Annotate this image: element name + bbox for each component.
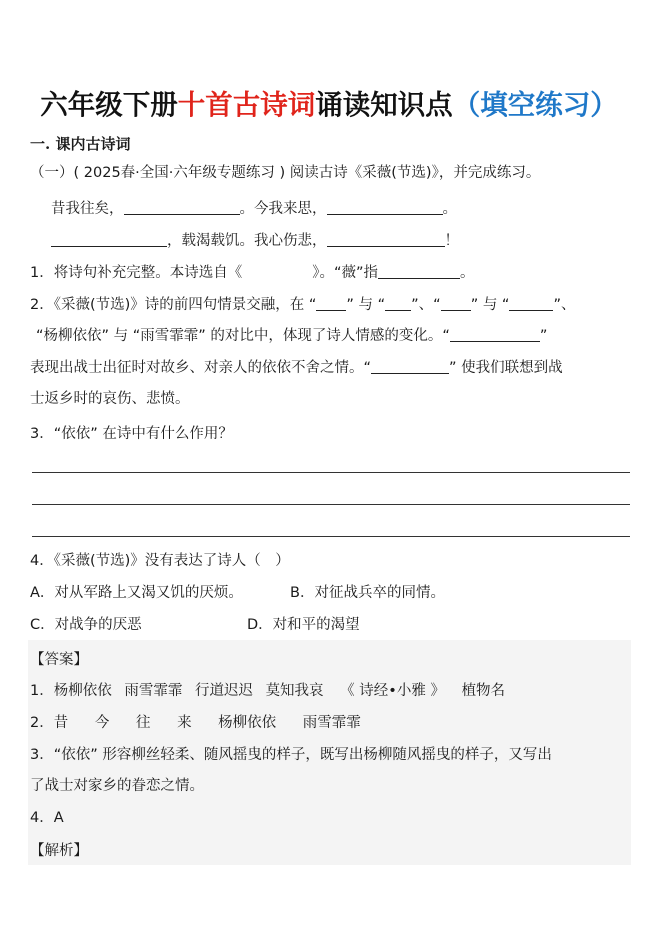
- fill-blank[interactable]: [51, 231, 167, 247]
- poem-line-1: [51, 199, 457, 219]
- question-text: ”、: [553, 297, 576, 313]
- title-paren-open: （: [452, 89, 481, 121]
- question-1: [30, 263, 475, 283]
- answer-item: 行道迟迟: [194, 683, 253, 699]
- question-2-line-3: [30, 358, 563, 378]
- answer-item: 植物名: [461, 683, 506, 699]
- question-text: ”、“: [411, 297, 441, 313]
- poem-text: 。: [442, 201, 457, 217]
- question-text: “杨柳依依” 与 “雨雪霏霏” 的对比中，体现了诗人情感的变化。“: [36, 328, 450, 344]
- answer-item: 雨雪霏霏: [302, 715, 361, 731]
- question-text: 》。“薇”指: [312, 265, 379, 281]
- answer-item: 来: [177, 715, 192, 731]
- question-text: ” 与 “: [470, 297, 510, 313]
- answer-heading: 【答案】: [30, 652, 88, 668]
- fill-blank[interactable]: [327, 231, 445, 247]
- title-part-grade: 六年级下册: [40, 89, 178, 121]
- poem-line-2: [51, 231, 459, 251]
- title-part-fill-blank: 填空练习: [480, 89, 591, 121]
- question-text: 表现出战士出征时对故乡、对亲人的依依不舍之情。“: [30, 360, 372, 376]
- question-text: ”: [539, 328, 548, 344]
- title-part-knowledge: 诵读知识点: [315, 89, 453, 121]
- fill-blank[interactable]: [509, 295, 553, 311]
- answer-item: 莫知我哀: [265, 683, 324, 699]
- question-text: 1．将诗句补充完整。本诗选自《: [30, 265, 243, 281]
- fill-blank[interactable]: [327, 199, 443, 215]
- answer-3-line-2: 了战士对家乡的眷恋之情。: [30, 778, 204, 794]
- poem-text: ！: [444, 233, 459, 249]
- answer-3-line-1: 3．“依依” 形容柳丝轻柔、随风摇曳的样子，既写出杨柳随风摇曳的样子，又写出: [30, 747, 552, 763]
- answer-item: 往: [135, 715, 151, 731]
- question-2-line-2: [36, 326, 547, 346]
- question-text: ” 使我们联想到战: [449, 360, 563, 376]
- answer-item: 今: [94, 715, 110, 731]
- answer-2: [30, 713, 361, 733]
- answer-item: 杨柳依依: [218, 715, 277, 731]
- option-b[interactable]: B．对征战兵卒的同情。: [290, 585, 445, 601]
- question-text: 。: [460, 265, 475, 281]
- question-2-line-4: 士返乡时的哀伤、悲愤。: [30, 391, 190, 407]
- fill-blank[interactable]: [378, 263, 460, 279]
- question-text: ” 与 “: [346, 297, 386, 313]
- question-2-line-1: [30, 295, 575, 315]
- answer-item: 1．杨柳依依: [30, 683, 112, 699]
- title-paren-close: ）: [590, 89, 618, 121]
- answer-item: 2．昔: [30, 715, 69, 731]
- fill-blank[interactable]: [371, 358, 449, 374]
- answer-line[interactable]: [32, 536, 630, 537]
- fill-blank[interactable]: [316, 295, 346, 311]
- page-title: [0, 82, 658, 122]
- option-a[interactable]: A．对从军路上又渴又饥的厌烦。: [30, 585, 243, 601]
- answer-item: 《 诗经•小雅 》: [340, 683, 445, 699]
- poem-text: 昔我往矣，: [51, 201, 124, 217]
- question-4-stem: 4．《采薇(节选)》没有表达了诗人（ ）: [30, 553, 290, 569]
- analysis-heading: 【解析】: [30, 843, 88, 859]
- option-d[interactable]: D．对和平的渴望: [247, 617, 360, 633]
- answer-1: [30, 681, 505, 701]
- section-heading: 一. 课内古诗词: [30, 135, 131, 153]
- fill-blank[interactable]: [450, 326, 540, 342]
- title-part-poems: 十首古诗词: [177, 89, 316, 121]
- answer-line[interactable]: [32, 504, 630, 505]
- option-c[interactable]: C．对战争的厌恶: [30, 617, 142, 633]
- question-3: 3．“依依” 在诗中有什么作用？: [30, 426, 233, 442]
- poem-text: ，载渴载饥。我心伤悲，: [167, 233, 327, 249]
- answer-item: 雨雪霏霏: [124, 683, 183, 699]
- fill-blank[interactable]: [124, 199, 240, 215]
- passage-intro: （一）( 2025春·全国·六年级专题练习 ) 阅读古诗《采薇(节选)》，并完成练习。: [30, 165, 541, 181]
- answer-4: 4．A: [30, 810, 64, 826]
- question-text: 2．《采薇(节选)》诗的前四句情景交融，在 “: [30, 297, 317, 313]
- fill-blank[interactable]: [385, 295, 411, 311]
- poem-text: 。今我来思，: [239, 201, 327, 217]
- answer-line[interactable]: [32, 472, 630, 473]
- fill-blank[interactable]: [441, 295, 471, 311]
